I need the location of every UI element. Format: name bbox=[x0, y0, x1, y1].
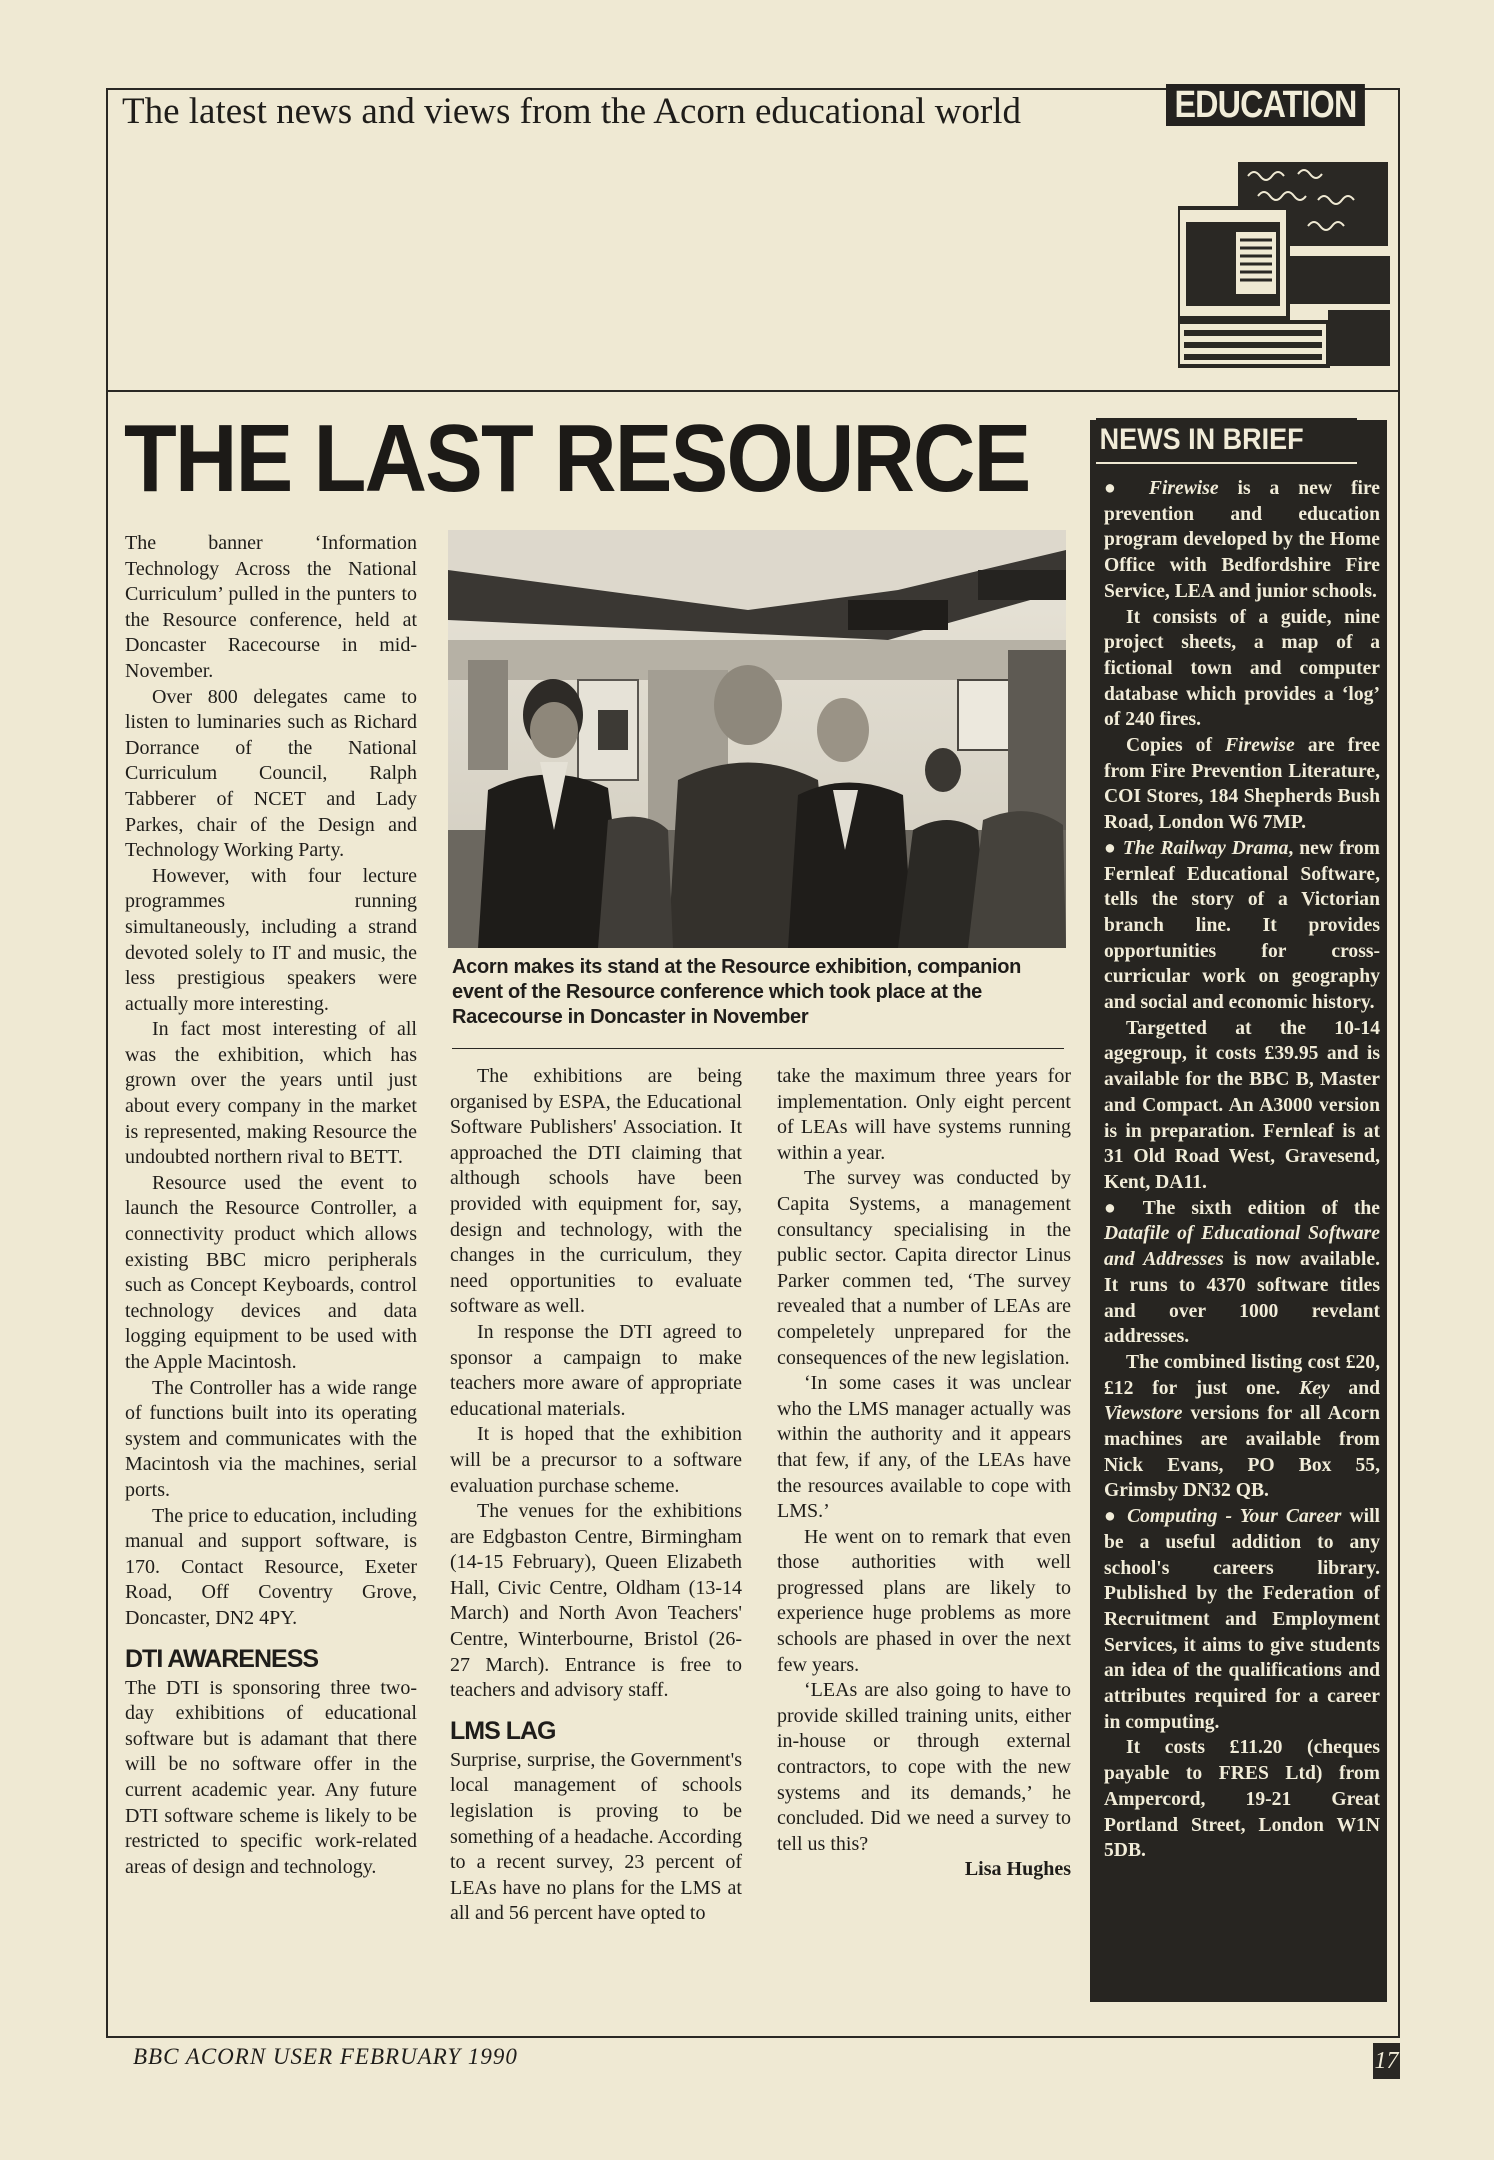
news-item: Copies of Firewise are free from Fire Prevention Literature, COI Stores, 184 Shepherds Bush Road, London W6 7MP. bbox=[1104, 735, 1380, 834]
news-title: Firewise bbox=[1225, 735, 1295, 757]
news-title: The Railway Drama bbox=[1122, 837, 1289, 859]
news-item: Targetted at the 10-14 agegroup, it costs £39.95 and is available for the BBC B, Master and Compact. An A3000 version is in preparation. Fernleaf is at 31 Old Road West, Gravesend, Kent, DA11. bbox=[1104, 1017, 1380, 1193]
paragraph: The Controller has a wide range of functions built into its operating system and communicates with the Macintosh via the machines, serial ports. bbox=[125, 1376, 417, 1501]
paragraph: Resource used the event to launch the Resource Controller, a connectivity product which allows existing BBC micro peripherals such as Concept Keyboards, control technology devices and data logging equipment to be used with the Apple Macintosh. bbox=[125, 1171, 417, 1373]
paragraph: ‘LEAs are also going to have to provide skilled training units, either in-house or through external contractors, to cope with the new systems and its demands,’ he concluded. Did we need a survey to tell us this? bbox=[777, 1679, 1071, 1855]
exhibition-photo bbox=[448, 530, 1066, 948]
news-item: It costs £11.20 (cheques payable to FRES Ltd) from Ampercord, 19-21 Great Portland Street, London W1N 5DB. bbox=[1104, 1737, 1380, 1862]
article-column-3 bbox=[777, 1064, 1071, 1883]
paragraph: In fact most interesting of all was the exhibition, which has grown over the years until just about every company in the market is represented, making Resource the undoubted northern rival to BETT. bbox=[125, 1018, 417, 1169]
subheading-lms: LMS LAG bbox=[450, 1716, 556, 1745]
news-title: Computing - Your Career bbox=[1127, 1506, 1342, 1528]
caption-rule bbox=[452, 1048, 1064, 1049]
article-column-2 bbox=[450, 1064, 742, 1927]
paragraph: However, with four lecture programmes running simultaneously, including a strand devoted solely to IT and music, the less prestigious speakers were actually more interesting. bbox=[125, 864, 417, 1015]
news-title: Key bbox=[1299, 1377, 1330, 1399]
computer-illustration-icon bbox=[1178, 160, 1390, 368]
news-item: ● Computing - Your Career will be a useful addition to any school's careers library. Published by the Federation of Recruitment and Employment Services, it aims to give students an idea of the qualifications and attributes required for a career in computing. bbox=[1104, 1506, 1380, 1733]
news-item: ● Firewise is a new fire prevention and education program developed by the Home Office with Bedfordshire Fire Service, LEA and junior schools. bbox=[1104, 478, 1380, 602]
section-label: EDUCATION bbox=[1166, 84, 1365, 126]
paragraph: The DTI is sponsoring three two-day exhibitions of educational software but is adamant that there will be no software offer in the current academic year. Any future DTI software scheme is likely to be restricted to specific work-related areas of design and technology. bbox=[125, 1676, 417, 1878]
bullet-icon: ● bbox=[1104, 1506, 1119, 1528]
paragraph: The price to education, including manual and support software, is 170. Contact Resource, Exeter Road, Off Coventry Grove, Doncaster, DN2 4PY. bbox=[125, 1504, 417, 1629]
subheading-dti: DTI AWARENESS bbox=[125, 1644, 319, 1673]
bullet-icon: ● bbox=[1104, 1197, 1127, 1219]
paragraph: Surprise, surprise, the Government's local management of schools legislation is proving to be something of a headache. According to a recent survey, 23 percent of LEAs have no plans for the LMS at all and 56 percent have opted to bbox=[450, 1748, 742, 1925]
paragraph: The exhibitions are being organised by ESPA, the Educational Software Publishers' Association. It approached the DTI claiming that although schools have been provided with equipment for, say, design and technology, with the changes in the curriculum, they need opportunities to evaluate software as well. bbox=[450, 1065, 742, 1318]
paragraph: In response the DTI agreed to sponsor a campaign to make teachers more aware of appropriate educational materials. bbox=[450, 1320, 742, 1420]
masthead-tagline: The latest news and views from the Acorn educational world bbox=[122, 91, 1022, 132]
bullet-icon: ● bbox=[1104, 837, 1117, 859]
paragraph: It is hoped that the exhibition will be a precursor to a software evaluation purchase scheme. bbox=[450, 1423, 742, 1497]
news-item: ● The sixth edition of the Datafile of Educational Software and Addresses is now available. It runs to 4370 software titles and over 1000 revelant addresses. bbox=[1104, 1197, 1381, 1348]
paragraph: The banner ‘Information Technology Across the National Curriculum’ pulled in the punters to the Resource conference, held at Doncaster Racecourse in mid-November. bbox=[125, 532, 417, 682]
news-item: It consists of a guide, nine project sheets, a map of a fictional town and computer database which provides a ‘log’ of 240 fires. bbox=[1104, 606, 1380, 731]
bullet-icon: ● bbox=[1104, 478, 1130, 499]
news-in-brief-heading: NEWS IN BRIEF bbox=[1096, 418, 1357, 464]
news-item: ● The Railway Drama, new from Fernleaf Educational Software, tells the story of a Victorian branch line. It provides opportunities for cross-curricular work on geography and social and economic history. bbox=[1104, 837, 1380, 1014]
news-item: The combined listing cost £20, £12 for just one. Key and Viewstore versions for all Acorn machines are available from Nick Evans, PO Box 55, Grimsby DN32 QB. bbox=[1104, 1351, 1380, 1502]
paragraph: He went on to remark that even those authorities with well progressed plans are likely to experience huge problems as more schools are phased in over the next few years. bbox=[777, 1525, 1071, 1676]
article-column-1 bbox=[125, 531, 417, 1880]
byline: Lisa Hughes bbox=[964, 1858, 1071, 1881]
photo-caption: Acorn makes its stand at the Resource exhibition, companion event of the Resource conference which took place at the Racecourse in Doncaster in November bbox=[452, 956, 1022, 1028]
paragraph: ‘In some cases it was unclear who the LMS manager actually was within the authority and it appears that few, if any, of the LEAs have the resources available to cope with LMS.’ bbox=[777, 1372, 1071, 1523]
news-title: Datafile of Educational Software and Addresses bbox=[1104, 1223, 1380, 1271]
paragraph: The survey was conducted by Capita Systems, a management consultancy specialising in the public sector. Capita director Linus Parker commen ted, ‘The survey revealed that a number of LEAs are compeletely unprepared for the consequences of the new legislation. bbox=[777, 1167, 1071, 1369]
news-title: Viewstore bbox=[1104, 1403, 1183, 1425]
masthead-divider bbox=[106, 390, 1400, 392]
magazine-footer: BBC ACORN USER FEBRUARY 1990 bbox=[133, 2044, 518, 2069]
page-number: 17 bbox=[1373, 2043, 1400, 2079]
paragraph: take the maximum three years for implementation. Only eight percent of LEAs will have systems running within a year. bbox=[777, 1065, 1071, 1164]
news-in-brief-body bbox=[1104, 476, 1380, 1864]
paragraph: Over 800 delegates came to listen to luminaries such as Richard Dorrance of the National Curriculum Council, Ralph Tabberer of NCET and Lady Parkes, chair of the Design and Technology Working Party. bbox=[125, 685, 417, 862]
headline: THE LAST RESOURCE bbox=[124, 405, 1030, 512]
paragraph: The venues for the exhibitions are Edgbaston Centre, Birmingham (14-15 February), Queen Elizabeth Hall, Civic Centre, Oldham (13-14 March) and North Avon Teachers' Centre, Winterbourne, Bristol (26-27 March). Entrance is free to teachers and advisory staff. bbox=[450, 1500, 742, 1702]
news-title: Firewise bbox=[1148, 478, 1219, 499]
